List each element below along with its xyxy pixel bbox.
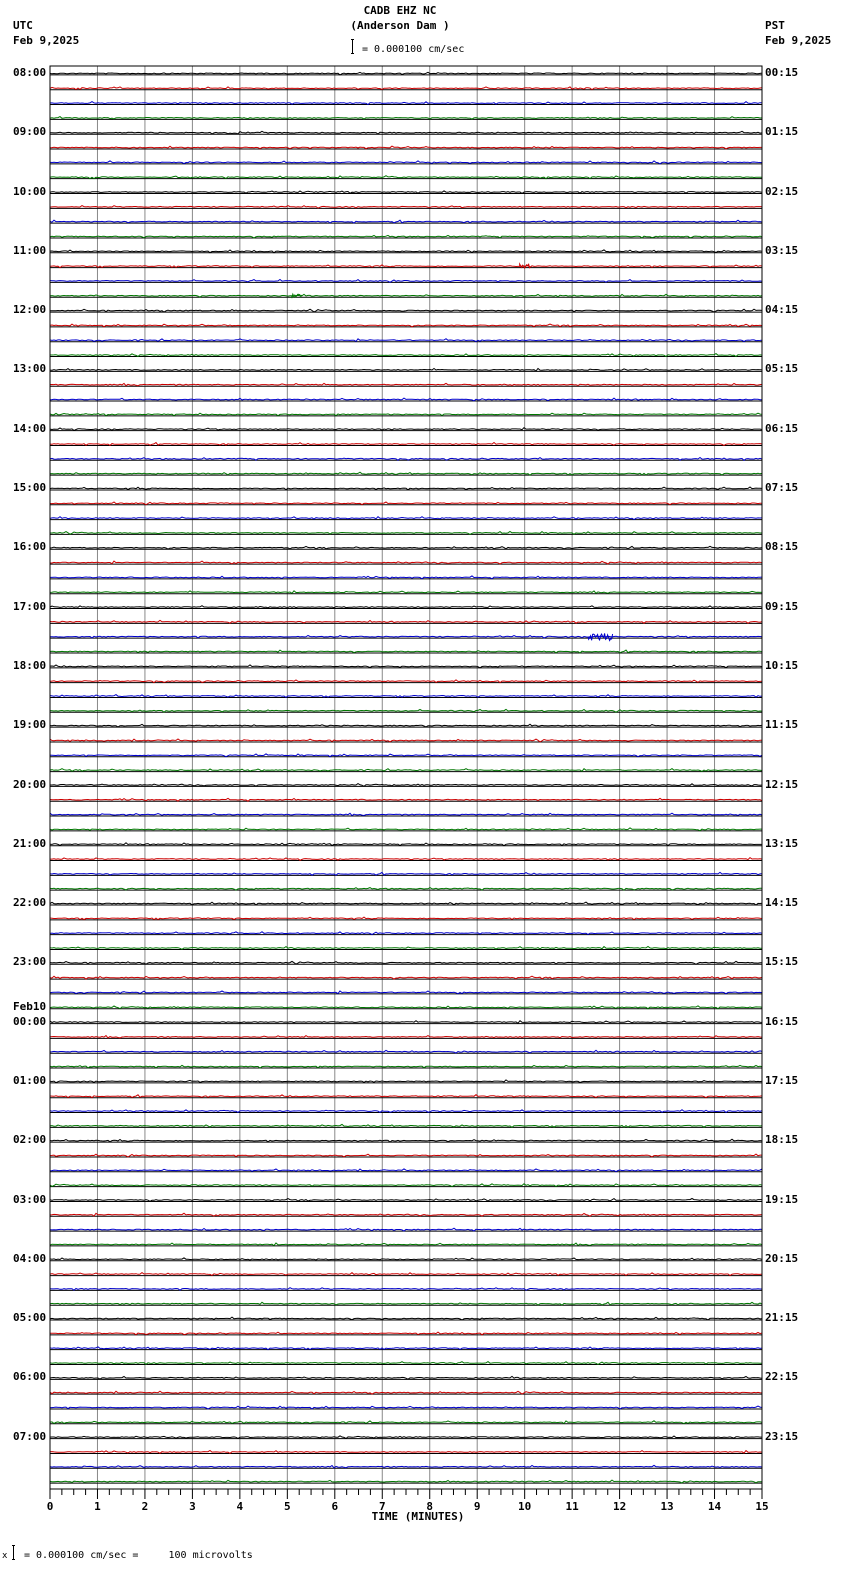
x-tick-label: 7 bbox=[378, 1500, 386, 1513]
x-tick-label: 13 bbox=[660, 1500, 674, 1513]
pst-hour-label: 01:15 bbox=[765, 125, 799, 139]
utc-hour-label: 14:00 bbox=[13, 421, 47, 435]
utc-hour-label: 04:00 bbox=[13, 1251, 47, 1265]
pst-hour-label: 08:15 bbox=[765, 540, 799, 554]
seismic-trace bbox=[50, 383, 762, 385]
seismic-trace bbox=[50, 650, 762, 653]
seismic-trace bbox=[50, 369, 762, 372]
utc-hour-label: 18:00 bbox=[13, 658, 47, 672]
x-tick-label: 11 bbox=[565, 1500, 579, 1513]
left-date: Feb 9,2025 bbox=[13, 34, 80, 47]
seismic-trace bbox=[50, 1421, 762, 1424]
x-tick-label: 3 bbox=[189, 1500, 196, 1513]
seismic-trace bbox=[50, 546, 762, 549]
seismic-trace bbox=[50, 709, 762, 712]
seismic-trace bbox=[50, 428, 762, 431]
x-tick-label: 5 bbox=[284, 1500, 291, 1513]
footer-marker: x bbox=[2, 1551, 8, 1561]
seismic-trace bbox=[50, 1362, 762, 1365]
seismic-trace bbox=[50, 843, 762, 846]
seismic-trace bbox=[50, 813, 762, 815]
seismic-trace bbox=[50, 947, 762, 950]
seismic-trace bbox=[50, 991, 762, 994]
utc-hour-label: 08:00 bbox=[13, 66, 47, 79]
seismic-trace bbox=[50, 1139, 762, 1142]
utc-hour-label: 23:00 bbox=[13, 955, 47, 969]
pst-hour-label: 13:15 bbox=[765, 836, 799, 850]
utc-hour-label: 01:00 bbox=[13, 1073, 47, 1087]
footer-scale-bar-icon bbox=[12, 1545, 15, 1560]
utc-hour-label: 19:00 bbox=[13, 718, 47, 732]
seismic-trace bbox=[50, 858, 762, 861]
pst-hour-label: 18:15 bbox=[765, 1133, 799, 1147]
utc-hour-label: 05:00 bbox=[13, 1311, 47, 1325]
seismic-trace bbox=[50, 828, 762, 831]
pst-hour-label: 06:15 bbox=[765, 421, 799, 435]
x-tick-label: 10 bbox=[518, 1500, 532, 1513]
seismic-trace bbox=[50, 1036, 762, 1038]
x-tick-label: 9 bbox=[473, 1500, 481, 1513]
x-tick-label: 15 bbox=[755, 1500, 769, 1513]
seismic-trace bbox=[50, 1213, 762, 1216]
right-timezone: PST bbox=[765, 19, 785, 32]
seismic-trace bbox=[50, 1050, 762, 1053]
pst-hour-label: 22:15 bbox=[765, 1370, 799, 1384]
utc-hour-label: 02:00 bbox=[13, 1133, 47, 1147]
seismic-trace bbox=[50, 917, 762, 920]
seismic-trace bbox=[50, 1480, 762, 1483]
seismic-trace bbox=[50, 784, 762, 787]
pst-hour-label: 05:15 bbox=[765, 362, 799, 376]
station-title: CADB EHZ NC bbox=[363, 4, 437, 17]
seismic-trace bbox=[50, 1080, 762, 1083]
pst-hour-label: 12:15 bbox=[765, 777, 799, 791]
utc-hour-label: 09:00 bbox=[13, 125, 47, 139]
seismic-trace bbox=[50, 1021, 762, 1024]
seismic-trace bbox=[50, 324, 762, 327]
seismic-trace bbox=[50, 443, 762, 446]
right-date: Feb 9,2025 bbox=[765, 34, 832, 47]
pst-hour-label: 04:15 bbox=[765, 303, 799, 317]
seismic-trace bbox=[50, 1228, 762, 1231]
utc-hour-label: 13:00 bbox=[13, 362, 47, 376]
pst-hour-label: 03:15 bbox=[765, 243, 799, 257]
seismic-trace bbox=[50, 1347, 762, 1350]
x-tick-label: 2 bbox=[141, 1500, 149, 1513]
pst-hour-label: 21:15 bbox=[765, 1311, 799, 1325]
x-tick-label: 0 bbox=[46, 1500, 54, 1513]
utc-hour-label: 15:00 bbox=[13, 481, 47, 495]
pst-hour-label: 02:15 bbox=[765, 184, 799, 198]
utc-hour-label: 07:00 bbox=[13, 1429, 47, 1443]
pst-hour-label: 23:15 bbox=[765, 1429, 799, 1443]
pst-hour-label: 20:15 bbox=[765, 1251, 799, 1265]
utc-hour-label: 00:00 bbox=[13, 1014, 47, 1028]
seismic-trace bbox=[50, 1095, 762, 1098]
seismic-trace bbox=[50, 932, 762, 935]
seismic-trace bbox=[50, 1302, 762, 1305]
x-tick-label: 14 bbox=[707, 1500, 722, 1513]
axis-title: TIME (MINUTES) bbox=[371, 1510, 465, 1523]
station-location: (Anderson Dam ) bbox=[350, 19, 450, 32]
x-tick-label: 6 bbox=[331, 1500, 339, 1513]
pst-hour-label: 09:15 bbox=[765, 599, 799, 613]
x-tick-label: 8 bbox=[426, 1500, 434, 1513]
seismic-trace bbox=[50, 1288, 762, 1291]
seismic-trace bbox=[50, 561, 762, 564]
x-tick-label: 1 bbox=[94, 1500, 101, 1513]
seismic-trace bbox=[50, 739, 762, 742]
seismic-trace bbox=[50, 1258, 762, 1260]
seismic-trace bbox=[50, 636, 762, 639]
pst-hour-label: 15:15 bbox=[765, 955, 799, 969]
seismic-trace bbox=[50, 280, 762, 283]
utc-hour-label: 10:00 bbox=[13, 184, 47, 198]
day-change-label: Feb10 bbox=[13, 999, 47, 1013]
utc-hour-label: 06:00 bbox=[13, 1370, 47, 1384]
seismic-trace bbox=[50, 606, 762, 608]
pst-hour-label: 10:15 bbox=[765, 658, 799, 672]
seismic-trace bbox=[50, 724, 762, 727]
seismic-trace bbox=[50, 1436, 762, 1439]
utc-hour-label: 11:00 bbox=[13, 243, 47, 257]
pst-hour-label: 17:15 bbox=[765, 1073, 799, 1087]
seismic-trace bbox=[50, 1243, 762, 1246]
utc-hour-label: 17:00 bbox=[13, 599, 47, 613]
seismic-trace bbox=[50, 398, 762, 401]
seismic-trace bbox=[50, 220, 762, 223]
seismic-trace bbox=[50, 250, 762, 253]
pst-hour-label: 14:15 bbox=[765, 896, 799, 910]
seismic-trace bbox=[50, 872, 762, 875]
seismic-trace bbox=[50, 1273, 762, 1276]
seismic-trace bbox=[50, 1465, 762, 1467]
utc-hour-label: 03:00 bbox=[13, 1192, 47, 1206]
seismic-trace bbox=[50, 976, 762, 979]
seismic-trace bbox=[50, 413, 762, 416]
utc-hour-label: 16:00 bbox=[13, 540, 47, 554]
x-tick-label: 4 bbox=[236, 1500, 244, 1513]
seismic-trace bbox=[50, 1169, 762, 1172]
seismic-trace bbox=[50, 1154, 762, 1157]
pst-hour-label: 16:15 bbox=[765, 1014, 799, 1028]
pst-hour-label: 00:15 bbox=[765, 66, 799, 79]
pst-hour-label: 07:15 bbox=[765, 481, 799, 495]
utc-hour-label: 20:00 bbox=[13, 777, 47, 791]
seismic-trace bbox=[50, 1199, 762, 1202]
footer-scale-label: = 0.000100 cm/sec = 100 microvolts bbox=[24, 1550, 253, 1561]
seismic-trace bbox=[50, 206, 762, 209]
utc-hour-label: 22:00 bbox=[13, 896, 47, 910]
seismic-trace bbox=[50, 294, 762, 297]
left-timezone: UTC bbox=[13, 19, 33, 32]
pst-hour-label: 19:15 bbox=[765, 1192, 799, 1206]
seismic-trace bbox=[50, 517, 762, 520]
utc-hour-label: 21:00 bbox=[13, 836, 47, 850]
seismic-trace bbox=[50, 576, 762, 579]
seismic-trace bbox=[50, 769, 762, 772]
scale-label: = 0.000100 cm/sec bbox=[362, 44, 465, 55]
seismic-trace bbox=[50, 117, 762, 120]
seismic-trace bbox=[50, 1376, 762, 1379]
seismic-trace bbox=[50, 591, 762, 594]
seismic-trace bbox=[50, 87, 762, 90]
x-tick-label: 12 bbox=[612, 1500, 627, 1513]
seismic-trace bbox=[50, 146, 762, 149]
seismic-trace bbox=[50, 131, 762, 134]
seismic-trace bbox=[50, 339, 762, 342]
pst-hour-label: 11:15 bbox=[765, 718, 799, 732]
seismic-trace bbox=[50, 487, 762, 490]
utc-hour-label: 12:00 bbox=[13, 303, 47, 317]
